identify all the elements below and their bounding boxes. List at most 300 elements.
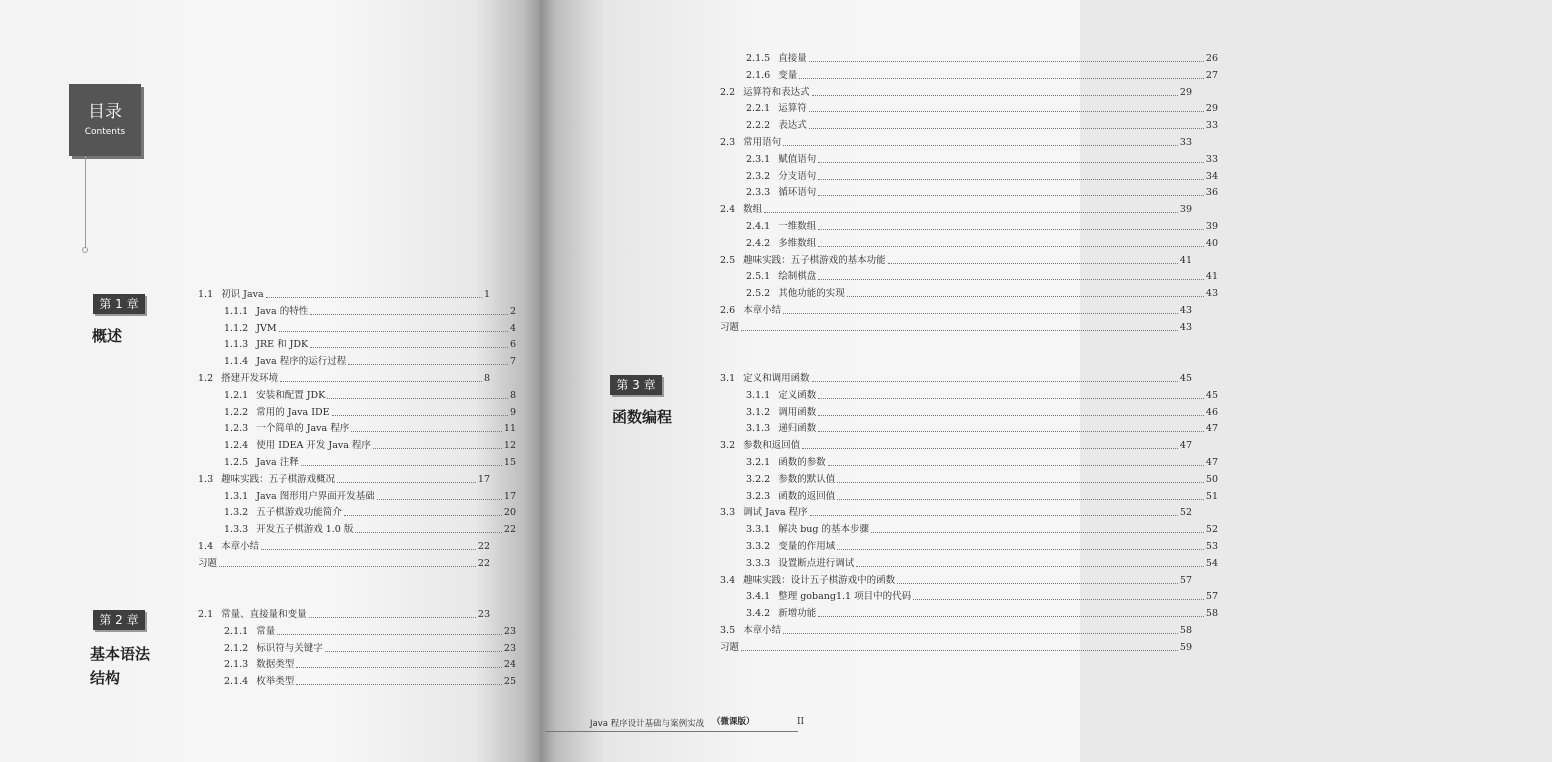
toc-leader-dots	[355, 532, 502, 533]
toc-entry-page: 39	[1205, 221, 1218, 232]
toc-leader-dots	[279, 331, 508, 332]
toc-entry-page: 52	[1205, 524, 1218, 536]
toc-entry-number: 1.2.5	[224, 457, 249, 468]
toc-entry-page: 54	[1205, 557, 1218, 569]
toc-entry-number: 2.5	[720, 254, 736, 266]
toc-entry-number: 3.4	[720, 574, 736, 586]
toc-entry-page: 59	[1179, 641, 1192, 653]
chapter-3-badge: 第 3 章	[610, 375, 662, 395]
left-page	[0, 0, 540, 762]
toc-entry	[198, 402, 516, 419]
toc-entry	[198, 385, 516, 402]
chapter-3-toc	[720, 368, 1552, 658]
toc-entry	[720, 452, 1218, 469]
toc-entry-number: 2.1.5	[746, 53, 771, 64]
toc-entry-title: 分支语句	[778, 170, 817, 182]
toc-entry-title: 本章小结	[221, 541, 260, 552]
toc-entry	[720, 182, 1218, 199]
toc-entry	[720, 132, 1192, 149]
toc-entry-page: 22	[477, 557, 490, 569]
toc-entry	[198, 351, 516, 368]
toc-entry-title: 参数和返回值	[743, 440, 801, 452]
toc-entry-number: 3.2.2	[746, 473, 771, 485]
toc-entry-page: 36	[1205, 187, 1218, 199]
toc-entry-number: 1.4	[198, 541, 214, 552]
toc-entry	[720, 637, 1192, 654]
toc-entry-title: 趣味实践：五子棋游戏概况	[221, 473, 336, 485]
toc-entry-page: 41	[1179, 254, 1192, 266]
toc-entry-title: 数组	[743, 204, 763, 216]
toc-entry-number: 3.4.1	[746, 591, 771, 603]
toc-entry-page: 43	[1179, 321, 1192, 333]
toc-entry	[720, 149, 1218, 166]
toc-entry-number: 3.1.1	[746, 389, 771, 401]
toc-entry	[720, 486, 1218, 503]
toc-entry-page: 33	[1205, 120, 1218, 132]
toc-entry	[720, 603, 1218, 620]
toc-entry-number: 2.4.1	[746, 221, 771, 232]
toc-entry-title: 定义和调用函数	[743, 373, 810, 384]
toc-entry-number: 1.2.1	[224, 389, 249, 401]
toc-entry-title: 常用的 Java IDE	[256, 406, 330, 418]
toc-entry-page: 22	[503, 524, 516, 536]
toc-entry-page: 8	[509, 389, 516, 401]
toc-leader-dots	[219, 566, 476, 567]
toc-entry-title: 变量	[778, 69, 798, 81]
toc-entry-number: 3.1	[720, 373, 736, 384]
toc-entry-number: 3.2.3	[746, 490, 771, 502]
toc-entry	[720, 570, 1192, 587]
toc-leader-dots	[783, 145, 1178, 146]
toc-leader-dots	[812, 381, 1178, 382]
chapter-1-badge: 第 1 章	[93, 294, 145, 314]
toc-entry-title: 一维数组	[778, 221, 817, 232]
toc-entry-title: 设置断点进行调试	[778, 557, 855, 569]
toc-entry-title: 递归函数	[778, 423, 817, 435]
toc-entry	[198, 553, 490, 570]
toc-leader-dots	[818, 431, 1204, 432]
toc-entry-page: 58	[1205, 608, 1218, 620]
toc-entry-page: 17	[477, 473, 490, 485]
footer-edition-tag: （微课版）	[712, 717, 755, 727]
toc-entry-title: 新增功能	[778, 608, 817, 620]
toc-leader-dots	[327, 398, 508, 399]
toc-entry-number: 2.5.2	[746, 288, 771, 300]
toc-entry-page: 22	[477, 541, 490, 552]
toc-entry	[198, 452, 516, 469]
toc-leader-dots	[818, 229, 1204, 230]
toc-leader-dots	[897, 583, 1178, 584]
toc-entry-title: 运算符	[778, 103, 807, 115]
toc-entry	[720, 115, 1218, 132]
toc-entry-page: 25	[503, 676, 516, 688]
toc-leader-dots	[913, 599, 1204, 600]
toc-entry-number: 1.3.1	[224, 490, 249, 502]
toc-leader-dots	[344, 515, 502, 516]
toc-entry	[720, 48, 1218, 65]
toc-entry	[720, 402, 1218, 419]
toc-entry-number: 2.2.2	[746, 120, 771, 132]
toc-entry-number: 3.1.3	[746, 423, 771, 435]
toc-entry-title: 习题	[198, 557, 218, 569]
toc-leader-dots	[828, 465, 1204, 466]
toc-entry-title: 枚举类型	[256, 676, 295, 688]
toc-entry-number: 2.3.2	[746, 170, 771, 182]
toc-entry-title: JVM	[256, 322, 277, 334]
toc-entry-title: 初识 Java	[221, 289, 264, 300]
toc-leader-dots	[309, 617, 476, 618]
toc-entry-number: 1.3.3	[224, 524, 249, 536]
toc-entry-title: 开发五子棋游戏 1.0 版	[256, 524, 354, 536]
chapter-title-line: 概述	[92, 327, 123, 345]
toc-leader-dots	[809, 61, 1204, 62]
toc-entry-page: 57	[1179, 574, 1192, 586]
toc-entry-number: 1.1.4	[224, 356, 249, 368]
toc-entry-number: 1.1.3	[224, 339, 249, 351]
chapter-2-toc-continued	[720, 48, 1552, 338]
toc-entry-title: 赋值语句	[778, 153, 817, 165]
toc-entry-title: 五子棋游戏功能简介	[256, 507, 342, 519]
toc-entry	[198, 536, 490, 553]
toc-leader-dots	[373, 448, 502, 449]
toc-entry-page: 43	[1205, 288, 1218, 300]
toc-entry-page: 23	[503, 642, 516, 654]
toc-entry-number: 3.5	[720, 625, 736, 636]
toc-entry-number: 2.4.2	[746, 237, 771, 249]
toc-leader-dots	[280, 381, 482, 382]
toc-entry-page: 39	[1179, 204, 1192, 216]
toc-entry-title: 整理 gobang1.1 项目中的代码	[778, 591, 912, 603]
toc-leader-dots	[277, 634, 502, 635]
toc-entry-title: 常量、直接量和变量	[221, 609, 307, 620]
toc-entry-page: 41	[1205, 271, 1218, 283]
toc-entry-title: 运算符和表达式	[743, 86, 810, 98]
toc-entry-page: 45	[1179, 373, 1192, 384]
chapter-3-title	[612, 405, 672, 429]
toc-entry-page: 47	[1179, 440, 1192, 452]
toc-entry-page: 4	[509, 322, 516, 334]
toc-entry	[720, 536, 1218, 553]
toc-entry-title: 函数的返回值	[778, 490, 836, 502]
footer-page-number: II	[797, 717, 805, 727]
chapter-2-toc	[198, 604, 516, 694]
toc-entry-number: 2.3.3	[746, 187, 771, 199]
toc-entry-page: 23	[477, 609, 490, 620]
toc-entry-number: 2.1	[198, 609, 214, 620]
toc-entry-number: 1.1	[198, 289, 214, 300]
toc-entry-title: 直接量	[778, 53, 807, 64]
toc-entry-page: 33	[1179, 137, 1192, 148]
toc-entry	[198, 654, 516, 671]
toc-entry-number: 3.3.1	[746, 524, 771, 536]
toc-leader-dots	[818, 162, 1204, 163]
toc-leader-dots	[871, 532, 1204, 533]
toc-entry	[198, 318, 516, 335]
toc-entry-title: 趣味实践：五子棋游戏的基本功能	[743, 254, 886, 266]
toc-entry-page: 8	[483, 373, 490, 384]
toc-leader-dots	[301, 465, 502, 466]
toc-entry-number: 3.2	[720, 440, 736, 452]
toc-leader-dots	[818, 279, 1204, 280]
toc-entry-page: 57	[1205, 591, 1218, 603]
toc-entry	[720, 586, 1218, 603]
footer-rule	[758, 731, 798, 732]
toc-entry-number: 2.3.1	[746, 153, 771, 165]
toc-entry	[720, 469, 1218, 486]
toc-entry-title: 习题	[720, 641, 740, 653]
toc-entry-number: 1.1.2	[224, 322, 249, 334]
toc-entry-title: 调试 Java 程序	[743, 507, 808, 519]
toc-entry-title: 解决 bug 的基本步骤	[778, 524, 870, 536]
contents-label-box	[69, 84, 141, 156]
toc-entry-title: Java 的特性	[256, 305, 309, 317]
toc-entry-number: 1.3.2	[224, 507, 249, 519]
toc-entry	[720, 385, 1218, 402]
toc-leader-dots	[741, 330, 1178, 331]
toc-leader-dots	[847, 296, 1204, 297]
chapter-1-toc	[198, 284, 516, 574]
toc-entry-page: 29	[1205, 103, 1218, 115]
toc-entry	[720, 250, 1192, 267]
toc-entry-number: 3.4.2	[746, 608, 771, 620]
toc-leader-dots	[809, 111, 1204, 112]
toc-entry-title: 一个简单的 Java 程序	[256, 423, 350, 435]
toc-leader-dots	[812, 95, 1178, 96]
toc-entry	[720, 283, 1218, 300]
toc-leader-dots	[764, 212, 1178, 213]
toc-entry-number: 1.2	[198, 373, 214, 384]
toc-entry-title: 表达式	[778, 120, 807, 132]
footer-book-title: Java 程序设计基础与案例实战	[590, 719, 705, 729]
toc-leader-dots	[351, 431, 502, 432]
toc-entry	[198, 334, 516, 351]
footer-rule	[545, 731, 770, 732]
toc-leader-dots	[837, 549, 1204, 550]
toc-entry-number: 1.2.4	[224, 440, 249, 452]
toc-entry	[198, 301, 516, 318]
toc-entry	[720, 98, 1218, 115]
toc-entry-title: 使用 IDEA 开发 Java 程序	[256, 440, 371, 452]
chapter-title-line: 函数编程	[612, 408, 673, 426]
toc-entry	[720, 435, 1192, 452]
toc-entry-page: 7	[509, 356, 516, 368]
toc-leader-dots	[310, 347, 508, 348]
toc-entry-page: 43	[1179, 305, 1192, 316]
toc-entry-title: 常用语句	[743, 137, 782, 148]
toc-entry-title: 循环语句	[778, 187, 817, 199]
toc-entry-page: 34	[1205, 170, 1218, 182]
toc-entry-title: 数据类型	[256, 659, 295, 671]
toc-entry-page: 27	[1205, 69, 1218, 81]
toc-entry-number: 2.5.1	[746, 271, 771, 283]
toc-leader-dots	[261, 549, 476, 550]
toc-entry-title: Java 图形用户界面开发基础	[256, 490, 375, 502]
toc-leader-dots	[741, 650, 1178, 651]
toc-entry-page: 46	[1205, 406, 1218, 418]
contents-connector-line	[85, 156, 86, 248]
toc-entry-title: 函数的参数	[778, 457, 826, 468]
toc-entry	[720, 82, 1192, 99]
chapter-1-title	[92, 324, 122, 348]
chapter-title-line: 基本语法	[90, 645, 151, 663]
toc-entry	[720, 166, 1218, 183]
toc-leader-dots	[337, 482, 476, 483]
toc-entry-title: 调用函数	[778, 406, 817, 418]
toc-leader-dots	[802, 448, 1178, 449]
toc-entry	[720, 418, 1218, 435]
toc-leader-dots	[296, 667, 502, 668]
toc-entry-number: 2.1.3	[224, 659, 249, 671]
toc-entry-page: 12	[503, 440, 516, 452]
toc-entry	[720, 502, 1192, 519]
toc-entry-title: JRE 和 JDK	[256, 339, 309, 351]
toc-entry-page: 45	[1205, 389, 1218, 401]
toc-entry	[720, 266, 1218, 283]
toc-entry	[198, 486, 516, 503]
toc-entry-number: 1.3	[198, 473, 214, 485]
right-page	[540, 0, 1218, 762]
toc-entry-page: 9	[509, 406, 516, 418]
toc-entry-number: 3.1.2	[746, 406, 771, 418]
toc-entry-title: 本章小结	[743, 625, 782, 636]
toc-entry-title: 其他功能的实现	[778, 288, 845, 300]
toc-entry	[198, 671, 516, 688]
toc-entry-number: 1.2.3	[224, 423, 249, 435]
toc-entry-title: Java 程序的运行过程	[256, 356, 347, 368]
toc-entry	[198, 604, 490, 621]
toc-entry-number: 2.6	[720, 305, 736, 316]
toc-entry-number: 2.1.4	[224, 676, 249, 688]
toc-entry-page: 1	[483, 289, 490, 300]
toc-leader-dots	[325, 651, 502, 652]
toc-entry-page: 40	[1205, 237, 1218, 249]
toc-entry-page: 23	[503, 625, 516, 637]
toc-entry-page: 50	[1205, 473, 1218, 485]
toc-entry-number: 2.3	[720, 137, 736, 148]
chapter-2-title	[90, 642, 150, 690]
toc-entry-page: 17	[503, 490, 516, 502]
toc-entry-title: Java 注释	[256, 457, 299, 468]
toc-leader-dots	[799, 78, 1204, 79]
toc-entry	[720, 300, 1192, 317]
toc-entry-number: 3.3.3	[746, 557, 771, 569]
toc-entry-title: 多维数组	[778, 237, 817, 249]
toc-entry	[198, 502, 516, 519]
toc-leader-dots	[377, 499, 502, 500]
toc-entry	[720, 553, 1218, 570]
toc-entry-number: 2.4	[720, 204, 736, 216]
toc-entry-title: 搭建开发环境	[221, 373, 279, 384]
contents-subtitle: Contents	[84, 127, 126, 137]
toc-entry	[720, 233, 1218, 250]
toc-entry	[720, 65, 1218, 82]
toc-entry-title: 本章小结	[743, 305, 782, 316]
toc-leader-dots	[837, 482, 1204, 483]
toc-leader-dots	[332, 415, 508, 416]
toc-leader-dots	[818, 415, 1204, 416]
toc-entry-title: 变量的作用域	[778, 541, 836, 552]
toc-entry-number: 2.1.2	[224, 642, 249, 654]
toc-entry-title: 绘制棋盘	[778, 271, 817, 283]
toc-entry-page: 53	[1205, 541, 1218, 552]
toc-entry-page: 51	[1205, 490, 1218, 502]
chapter-2-badge: 第 2 章	[93, 610, 145, 630]
toc-leader-dots	[783, 633, 1178, 634]
toc-entry	[720, 199, 1192, 216]
toc-entry	[198, 519, 516, 536]
toc-leader-dots	[266, 297, 482, 298]
toc-entry-number: 1.2.2	[224, 406, 249, 418]
toc-leader-dots	[296, 684, 502, 685]
toc-entry	[720, 216, 1218, 233]
toc-entry-title: 参数的默认值	[778, 473, 836, 485]
toc-leader-dots	[818, 195, 1204, 196]
toc-leader-dots	[783, 313, 1178, 314]
toc-leader-dots	[837, 499, 1204, 500]
toc-entry-title: 标识符与关键字	[256, 642, 323, 654]
toc-entry-number: 3.3.2	[746, 541, 771, 552]
toc-entry-page: 33	[1205, 153, 1218, 165]
toc-entry-title: 安装和配置 JDK	[256, 389, 326, 401]
toc-entry-number: 2.1.1	[224, 625, 249, 637]
contents-connector-dot	[82, 247, 88, 253]
toc-entry	[198, 418, 516, 435]
toc-entry	[720, 368, 1192, 385]
toc-entry-page: 24	[503, 659, 516, 671]
toc-entry	[720, 519, 1218, 536]
toc-entry-page: 11	[503, 423, 516, 435]
toc-leader-dots	[818, 616, 1204, 617]
toc-entry-page: 2	[509, 305, 516, 317]
toc-entry-page: 15	[503, 457, 516, 468]
toc-entry	[198, 469, 490, 486]
toc-entry-page: 20	[503, 507, 516, 519]
toc-entry-page: 26	[1205, 53, 1218, 64]
toc-entry-number: 2.2.1	[746, 103, 771, 115]
toc-leader-dots	[888, 263, 1178, 264]
toc-entry-number: 1.1.1	[224, 305, 249, 317]
chapter-title-line: 结构	[90, 669, 121, 687]
toc-entry	[720, 620, 1192, 637]
toc-entry-page: 6	[509, 339, 516, 351]
toc-entry-page: 52	[1179, 507, 1192, 519]
toc-entry-number: 3.2.1	[746, 457, 771, 468]
toc-entry-title: 习题	[720, 321, 740, 333]
toc-leader-dots	[818, 398, 1204, 399]
toc-entry	[198, 435, 516, 452]
toc-leader-dots	[348, 364, 508, 365]
contents-title: 目录	[88, 102, 122, 122]
toc-entry	[198, 621, 516, 638]
toc-entry-number: 2.1.6	[746, 69, 771, 81]
toc-entry-page: 47	[1205, 457, 1218, 468]
toc-leader-dots	[818, 179, 1204, 180]
toc-entry-title: 趣味实践：设计五子棋游戏中的函数	[743, 574, 896, 586]
toc-entry	[720, 317, 1192, 334]
toc-entry	[198, 284, 490, 301]
toc-entry	[198, 368, 490, 385]
toc-entry-page: 29	[1179, 86, 1192, 98]
toc-entry-number: 2.2	[720, 86, 736, 98]
toc-entry	[198, 638, 516, 655]
toc-leader-dots	[809, 128, 1204, 129]
toc-leader-dots	[818, 246, 1204, 247]
toc-entry-page: 58	[1179, 625, 1192, 636]
toc-entry-title: 常量	[256, 625, 276, 637]
toc-entry-number: 3.3	[720, 507, 736, 519]
toc-leader-dots	[810, 515, 1178, 516]
toc-leader-dots	[310, 314, 508, 315]
